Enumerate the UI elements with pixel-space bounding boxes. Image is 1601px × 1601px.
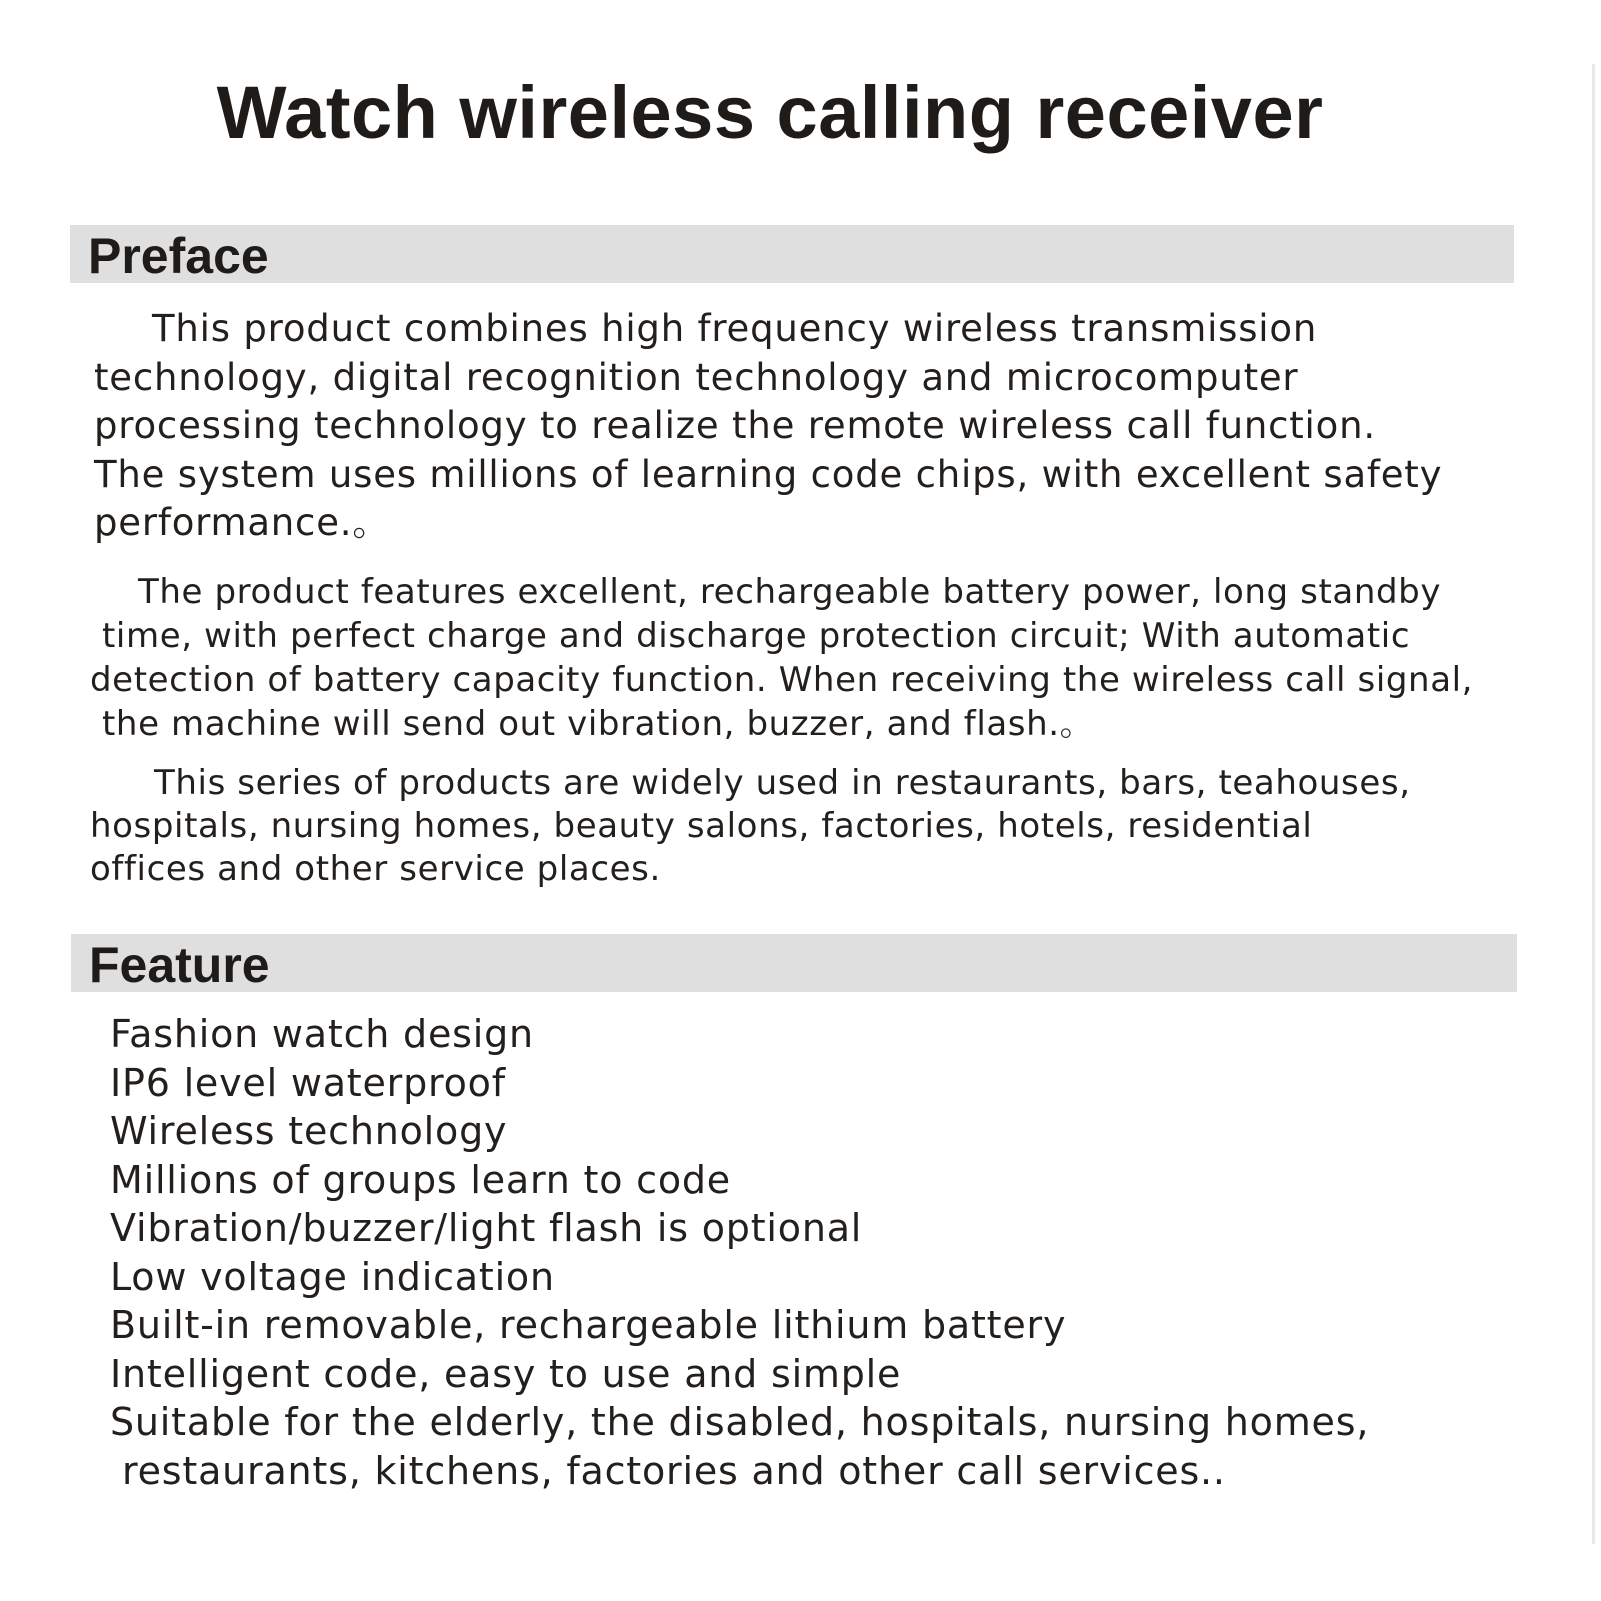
paragraph-line: performance.。 — [94, 501, 391, 544]
feature-item: Millions of groups learn to code — [110, 1157, 731, 1202]
feature-list — [110, 1010, 1570, 1495]
preface-section-bar — [70, 225, 1514, 283]
paragraph-line: processing technology to realize the remote wireless call function. — [94, 404, 1376, 447]
paragraph-line: hospitals, nursing homes, beauty salons, factories, hotels, residential — [90, 806, 1313, 846]
preface-paragraph-1 — [94, 305, 1554, 548]
paragraph-line: offices and other service places. — [90, 849, 661, 889]
paragraph-line: This series of products are widely used in restaurants, bars, teahouses, — [154, 763, 1411, 803]
page-title: Watch wireless calling receiver — [216, 71, 1324, 154]
right-edge-rule — [1592, 64, 1595, 1544]
feature-item: Wireless technology — [110, 1109, 508, 1153]
preface-paragraph-2 — [90, 570, 1590, 746]
feature-item: Fashion watch design — [110, 1012, 534, 1056]
feature-item: restaurants, kitchens, factories and other call services.. — [122, 1448, 1226, 1493]
feature-heading: Feature — [89, 937, 270, 993]
preface-paragraph-3 — [90, 762, 1590, 891]
paragraph-line: The system uses millions of learning code chips, with excellent safety — [94, 452, 1443, 496]
paragraph-line: time, with perfect charge and discharge protection circuit; With automatic — [102, 616, 1411, 656]
paragraph-line: detection of battery capacity function. When receiving the wireless call signal, — [90, 660, 1474, 700]
paragraph-line: technology, digital recognition technology and microcomputer — [94, 355, 1299, 399]
feature-item: IP6 level waterproof — [110, 1060, 506, 1105]
feature-item: Low voltage indication — [110, 1254, 555, 1299]
paragraph-line: This product combines high frequency wireless transmission — [152, 307, 1318, 350]
paragraph-line: the machine will send out vibration, buzzer, and flash.。 — [102, 704, 1095, 744]
feature-section-bar — [71, 934, 1517, 992]
paragraph-line: The product features excellent, rechargeable battery power, long standby — [138, 572, 1442, 612]
feature-item: Intelligent code, easy to use and simple — [110, 1351, 902, 1396]
feature-item: Suitable for the elderly, the disabled, hospitals, nursing homes, — [110, 1400, 1370, 1444]
preface-heading: Preface — [88, 228, 269, 284]
feature-item: Built-in removable, rechargeable lithium battery — [110, 1303, 1067, 1347]
feature-item: Vibration/buzzer/light flash is optional — [110, 1206, 863, 1250]
